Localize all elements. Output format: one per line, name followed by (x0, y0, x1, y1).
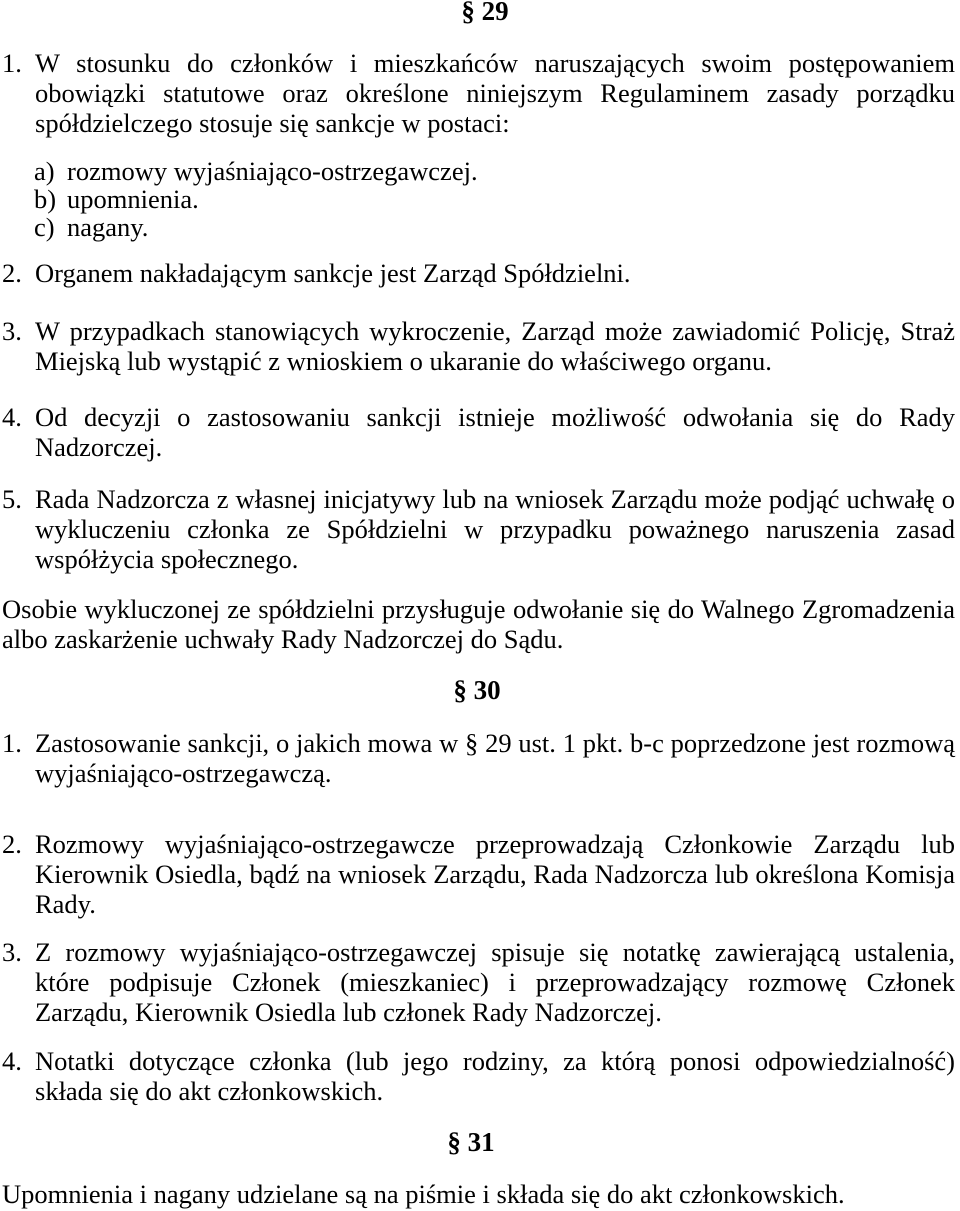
sec29-sub-item-a (34, 156, 934, 186)
sub-item-letter: c) (34, 212, 55, 242)
sub-item-letter: a) (34, 156, 55, 186)
sub-item-text: rozmowy wyjaśniająco-ostrzegawczej. (67, 156, 478, 186)
sub-item-text: upomnienia. (67, 184, 199, 214)
item-text: Zastosowanie sankcji, o jakich mowa w § 29 ust. 1 pkt. b-c poprzedzone jest rozmową wyjaśniająco-ostrzegawczą. (35, 728, 955, 788)
section-30-heading: § 30 (453, 675, 501, 705)
sec30-item-3 (2, 937, 955, 1027)
item-number: 2. (2, 258, 22, 288)
item-number: 4. (2, 402, 22, 432)
item-number: 1. (2, 48, 22, 78)
item-number: 5. (2, 484, 22, 514)
sec29-item-1 (2, 48, 955, 138)
section-29-heading: § 29 (461, 0, 509, 26)
sub-item-letter: b) (34, 184, 57, 214)
item-text: Organem nakładającym sankcje jest Zarząd Spółdzielni. (35, 258, 631, 288)
item-number: 2. (2, 829, 22, 859)
item-text: Rozmowy wyjaśniająco-ostrzegawcze przeprowadzają Członkowie Zarządu lub Kierownik Osiedla, bądź na wniosek Zarządu, Rada Nadzorcza lub określona Komisja Rady. (35, 829, 955, 919)
sec30-item-2 (2, 829, 955, 919)
item-text: Notatki dotyczące członka (lub jego rodziny, za którą ponosi odpowiedzialność) składa się do akt członkowskich. (35, 1046, 955, 1106)
item-text: Z rozmowy wyjaśniająco-ostrzegawczej spisuje się notatkę zawierającą ustalenia, które podpisuje Członek (mieszkaniec) i przeprowadzający rozmowę Członek Zarządu, Kierownik Osiedla lub członek Rady Nadzorczej. (35, 937, 955, 1027)
sec29-item-2 (2, 258, 955, 288)
sec29-item-5 (2, 484, 955, 574)
sub-item-text: nagany. (67, 212, 149, 242)
item-number: 3. (2, 316, 22, 346)
sec31-paragraph: Upomnienia i nagany udzielane są na piśmie i składa się do akt członkowskich. (2, 1179, 845, 1209)
item-number: 1. (2, 728, 22, 758)
section-31-heading: § 31 (447, 1127, 495, 1157)
sec30-item-1 (2, 728, 955, 788)
sec29-sub-item-c (34, 212, 934, 242)
sec30-item-4 (2, 1046, 955, 1106)
sec29-item-3 (2, 316, 955, 376)
item-text: W stosunku do członków i mieszkańców naruszających swoim postępowaniem obowiązki statutowe oraz określone niniejszym Regulaminem zasady porządku spółdzielczego stosuje się sankcje w postaci: (35, 48, 955, 138)
item-text: Od decyzji o zastosowaniu sankcji istnieje możliwość odwołania się do Rady Nadzorczej. (35, 402, 955, 462)
sec29-sub-item-b (34, 184, 934, 214)
item-text: Rada Nadzorcza z własnej inicjatywy lub na wniosek Zarządu może podjąć uchwałę o wykluczeniu członka ze Spółdzielni w przypadku poważnego naruszenia zasad współżycia społecznego. (35, 484, 955, 574)
item-text: W przypadkach stanowiących wykroczenie, Zarząd może zawiadomić Policję, Straż Miejską lub wystąpić z wnioskiem o ukaranie do właściwego organu. (35, 316, 955, 376)
item-number: 4. (2, 1046, 22, 1076)
item-number: 3. (2, 937, 22, 967)
sec29-closing-paragraph: Osobie wykluczonej ze spółdzielni przysługuje odwołanie się do Walnego Zgromadzenia albo zaskarżenie uchwały Rady Nadzorczej do Sądu. (2, 594, 955, 654)
sec29-item-4 (2, 402, 955, 462)
